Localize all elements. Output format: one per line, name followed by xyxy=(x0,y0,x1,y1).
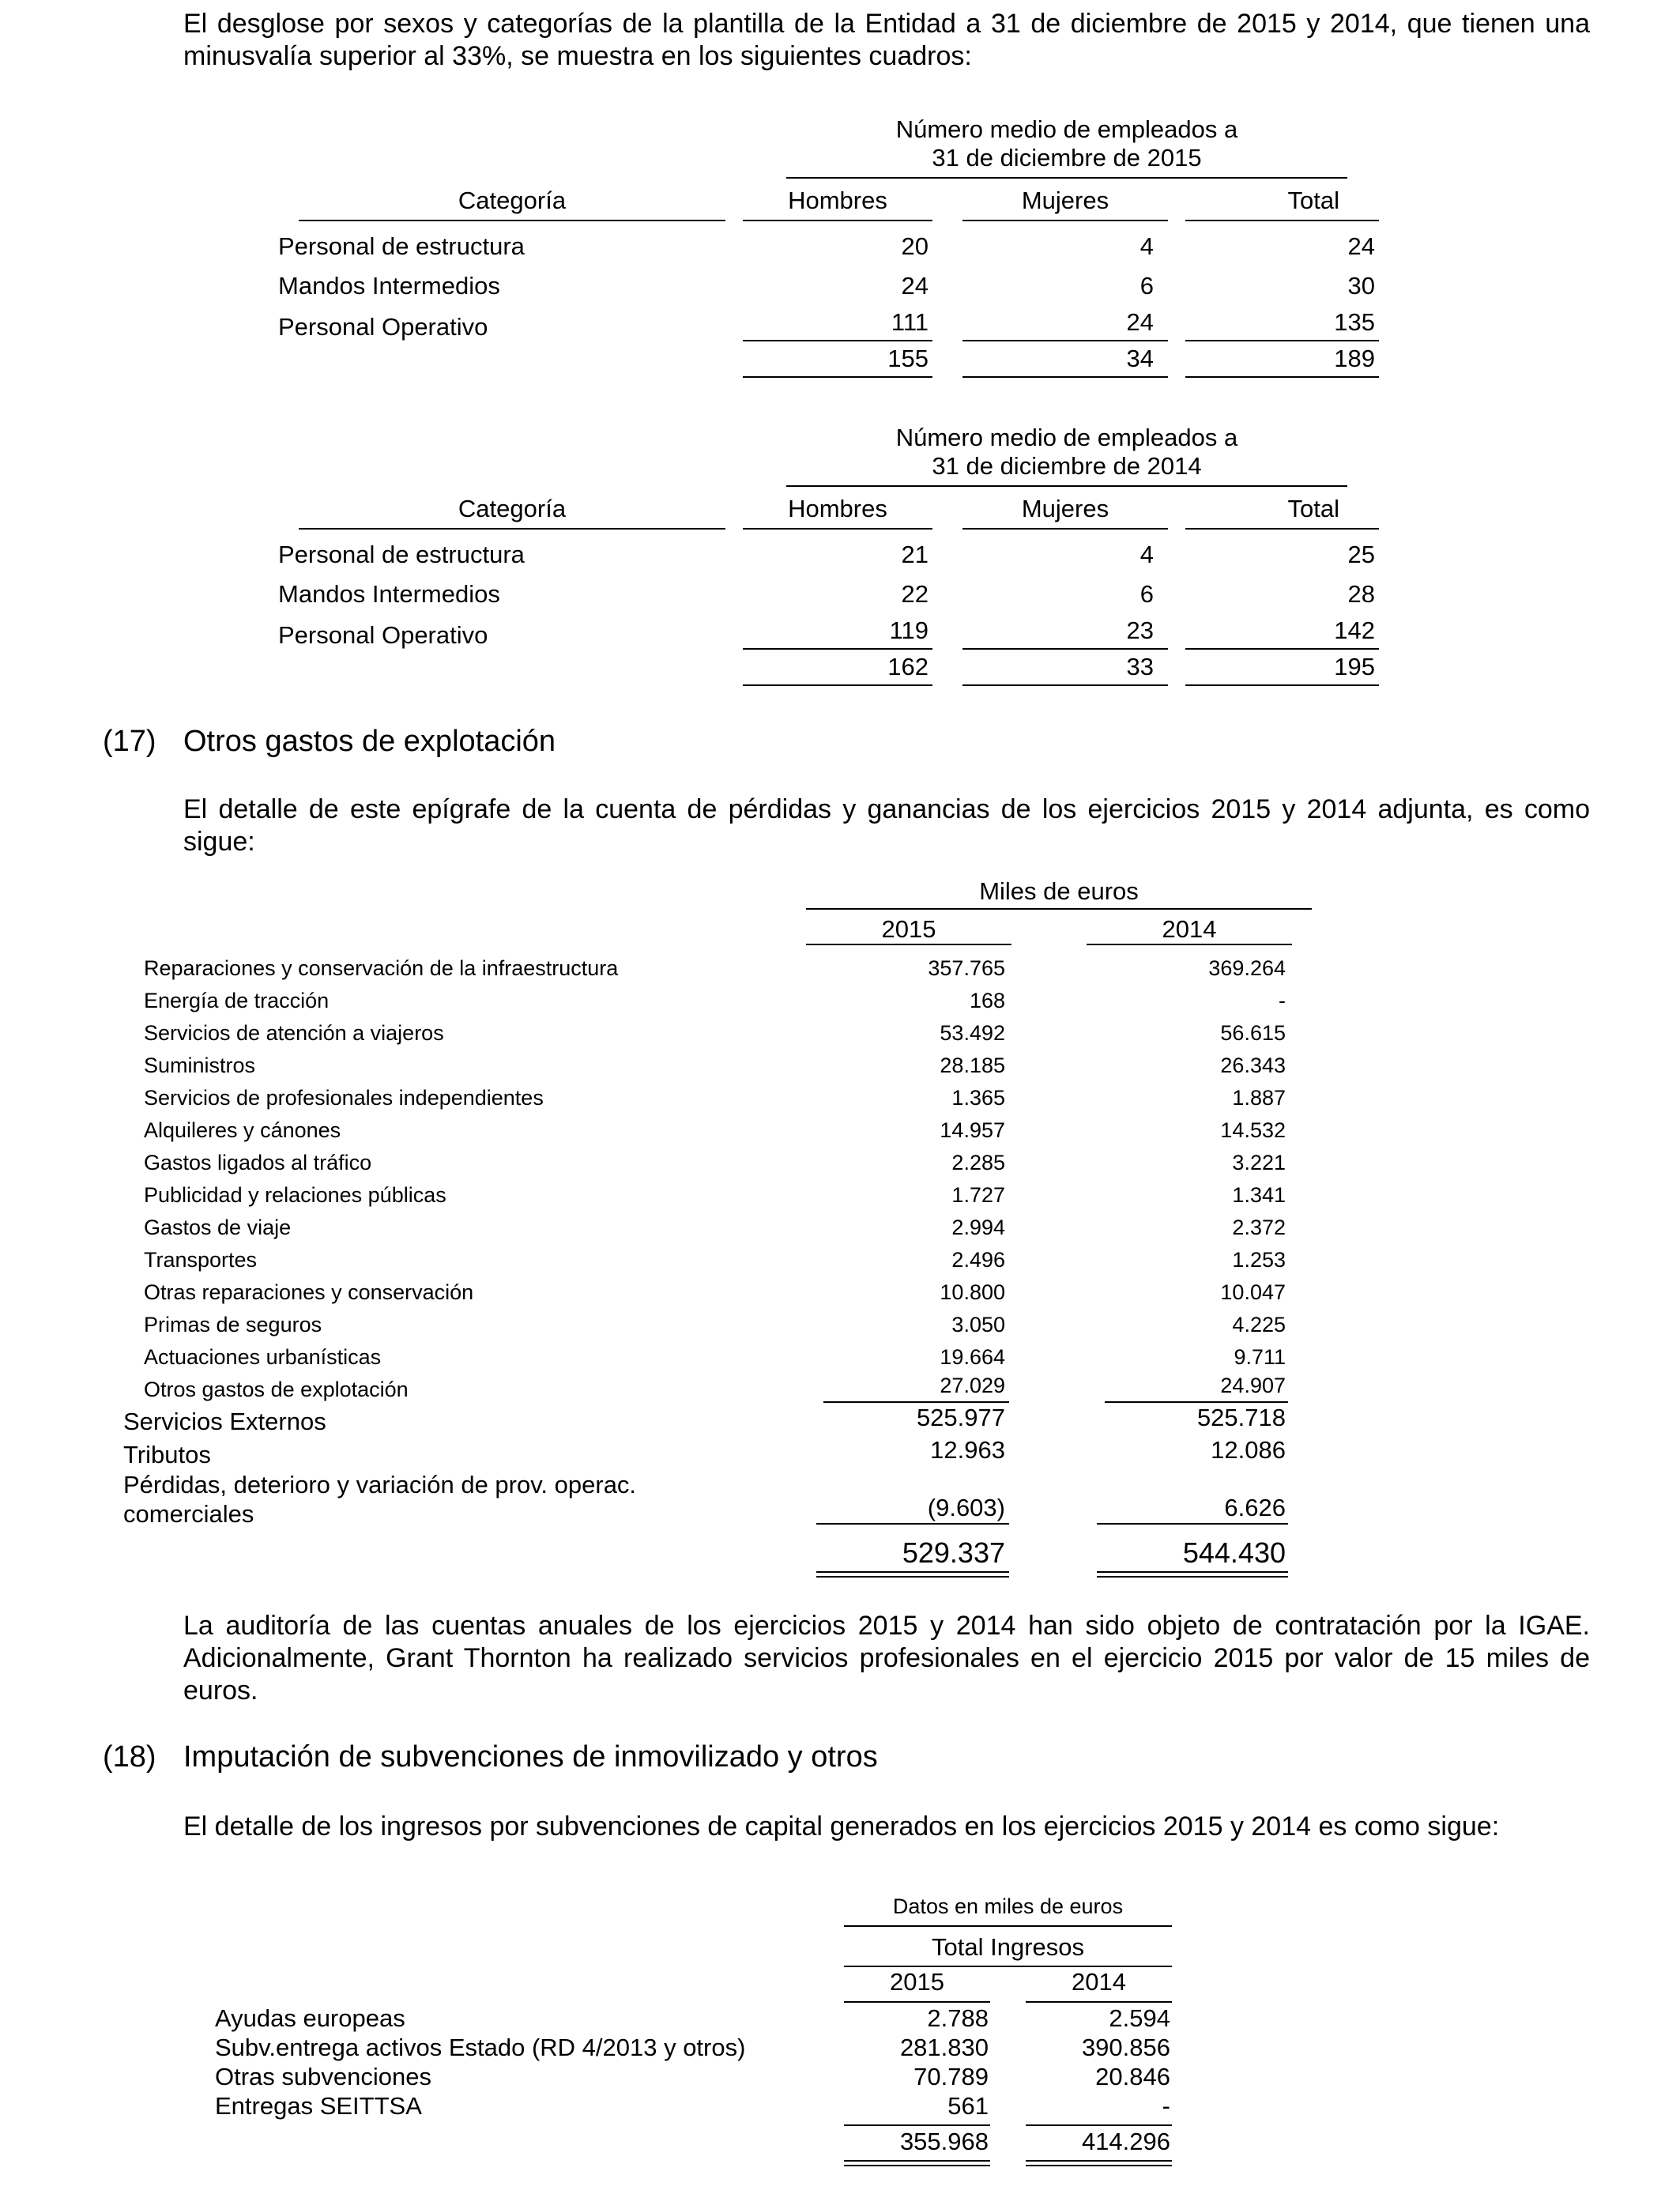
subv-value-2015: 561 xyxy=(947,2092,989,2120)
subv-value-2014: - xyxy=(1162,2092,1170,2120)
year-header-2014: 2014 xyxy=(1072,1968,1126,1996)
gasto-row-label: Alquileres y cánones xyxy=(144,1118,341,1142)
cell-total: 135 xyxy=(1334,308,1375,336)
gasto-row-label: Suministros xyxy=(144,1054,256,1077)
cell-mujeres: 4 xyxy=(1139,232,1154,260)
cell-total: 24 xyxy=(1347,232,1375,260)
subv-value-2014: 390.856 xyxy=(1081,2034,1170,2061)
gasto-value-2014: 4.225 xyxy=(1232,1313,1286,1336)
row-label: Personal de estructura xyxy=(278,541,525,568)
gasto-value-2015: 168 xyxy=(969,989,1005,1012)
tributos-label: Tributos xyxy=(123,1441,211,1468)
perdidas-2015: (9.603) xyxy=(927,1494,1005,1521)
gasto-value-2014: 24.907 xyxy=(1220,1374,1286,1397)
total-total: 189 xyxy=(1334,345,1375,372)
gasto-value-2015: 27.029 xyxy=(940,1374,1005,1397)
gasto-value-2015: 357.765 xyxy=(928,956,1005,980)
gasto-row-label: Otras reparaciones y conservación xyxy=(144,1280,474,1304)
total-mujeres: 34 xyxy=(1126,345,1154,372)
gasto-row-label: Reparaciones y conservación de la infraestructura xyxy=(144,956,619,980)
section-17-title: Otros gastos de explotación xyxy=(183,725,556,758)
table-title-line2: 31 de diciembre de 2015 xyxy=(932,144,1202,172)
servicios-externos-2014: 525.718 xyxy=(1196,1404,1286,1431)
year-header-2015: 2015 xyxy=(881,915,936,943)
gasto-value-2015: 1.727 xyxy=(951,1183,1005,1207)
row-label: Mandos Intermedios xyxy=(278,272,500,300)
cell-hombres: 119 xyxy=(889,616,929,644)
total-hombres: 155 xyxy=(887,345,929,372)
total-mujeres: 33 xyxy=(1126,653,1154,680)
cell-mujeres: 23 xyxy=(1126,616,1154,644)
section-17-paragraph: El detalle de este epígrafe de la cuenta de pérdidas y ganancias de los ejercicios 2015 y 2014 adjunta, es como sigue: xyxy=(183,794,1590,857)
gasto-row-label: Publicidad y relaciones públicas xyxy=(144,1183,446,1207)
gasto-row-label: Transportes xyxy=(144,1248,258,1272)
col-header-hombres: Hombres xyxy=(788,187,887,214)
subv-row-label: Otras subvenciones xyxy=(215,2063,431,2090)
gasto-value-2014: 10.047 xyxy=(1220,1280,1286,1304)
gasto-value-2014: 1.253 xyxy=(1232,1248,1286,1272)
col-header-mujeres: Mujeres xyxy=(1021,495,1109,522)
col-header-categoria: Categoría xyxy=(458,187,567,214)
row-label: Personal Operativo xyxy=(278,621,488,649)
gastos-total-2014: 544.430 xyxy=(1182,1536,1286,1569)
cell-hombres: 24 xyxy=(901,272,929,300)
units-header: Miles de euros xyxy=(979,877,1139,905)
subv-value-2014: 2.594 xyxy=(1109,2004,1170,2032)
col-header-total: Total xyxy=(1287,495,1339,522)
total-total: 195 xyxy=(1334,653,1375,680)
subv-row-label: Subv.entrega activos Estado (RD 4/2013 y otros) xyxy=(215,2034,746,2061)
col-header-hombres: Hombres xyxy=(788,495,887,522)
units-header: Datos en miles de euros xyxy=(892,1894,1124,1918)
cell-hombres: 22 xyxy=(901,580,929,608)
cell-hombres: 111 xyxy=(891,308,929,336)
cell-mujeres: 6 xyxy=(1139,580,1154,608)
gasto-value-2014: 1.341 xyxy=(1232,1183,1286,1207)
gasto-value-2015: 14.957 xyxy=(940,1118,1005,1142)
gasto-row-label: Servicios de atención a viajeros xyxy=(144,1021,444,1045)
perdidas-label-line2: comerciales xyxy=(123,1500,254,1528)
cell-total: 30 xyxy=(1347,272,1375,300)
gasto-value-2015: 2.285 xyxy=(951,1151,1005,1174)
cell-mujeres: 24 xyxy=(1126,308,1154,336)
subv-value-2015: 70.789 xyxy=(913,2063,989,2090)
table-title-line1: Número medio de empleados a xyxy=(895,115,1238,143)
cell-mujeres: 6 xyxy=(1139,272,1154,300)
section-18-paragraph: El detalle de los ingresos por subvenciones de capital generados en los ejercicios 2015 y 2014 es como sigue: xyxy=(183,1811,1500,1842)
gasto-value-2014: 56.615 xyxy=(1220,1021,1286,1045)
gasto-row-label: Gastos de viaje xyxy=(144,1216,292,1239)
subv-row-label: Entregas SEITTSA xyxy=(215,2092,422,2120)
col-header-categoria: Categoría xyxy=(458,495,567,522)
subv-value-2015: 2.788 xyxy=(927,2004,989,2032)
subv-total-2014: 414.296 xyxy=(1081,2128,1170,2155)
servicios-externos-label: Servicios Externos xyxy=(123,1408,326,1435)
section-17-number: (17) xyxy=(103,725,156,758)
year-header-2014: 2014 xyxy=(1162,915,1217,943)
section-18-title: Imputación de subvenciones de inmovilizado y otros xyxy=(183,1740,878,1774)
table-title-line1: Número medio de empleados a xyxy=(895,424,1238,451)
year-header-2015: 2015 xyxy=(890,1968,944,1996)
col-header-mujeres: Mujeres xyxy=(1021,187,1109,214)
section-18-number: (18) xyxy=(103,1740,156,1774)
cell-total: 142 xyxy=(1334,616,1375,644)
gasto-row-label: Actuaciones urbanísticas xyxy=(144,1345,382,1369)
gasto-row-label: Primas de seguros xyxy=(144,1313,322,1336)
row-label: Personal Operativo xyxy=(278,313,488,341)
gasto-value-2015: 28.185 xyxy=(940,1054,1005,1077)
col-header-total: Total xyxy=(1287,187,1339,214)
subv-value-2014: 20.846 xyxy=(1095,2063,1170,2090)
subv-total-2015: 355.968 xyxy=(899,2128,989,2155)
row-label: Personal de estructura xyxy=(278,232,525,260)
gasto-value-2014: 14.532 xyxy=(1220,1118,1286,1142)
tributos-2014: 12.086 xyxy=(1211,1436,1286,1464)
subv-value-2015: 281.830 xyxy=(899,2034,989,2061)
tributos-2015: 12.963 xyxy=(930,1436,1005,1464)
cell-hombres: 21 xyxy=(901,541,929,568)
gasto-value-2015: 53.492 xyxy=(940,1021,1005,1045)
gastos-total-2015: 529.337 xyxy=(902,1536,1005,1569)
gasto-value-2015: 2.994 xyxy=(951,1216,1005,1239)
subv-row-label: Ayudas europeas xyxy=(215,2004,405,2032)
gasto-value-2014: 3.221 xyxy=(1232,1151,1286,1174)
gasto-value-2014: 2.372 xyxy=(1232,1216,1286,1239)
gasto-value-2015: 1.365 xyxy=(951,1086,1005,1110)
audit-paragraph: La auditoría de las cuentas anuales de los ejercicios 2015 y 2014 han sido objeto de contratación por la IGAE. Adicionalmente, Grant Thornton ha realizado servicios profesionales en el ejercicio 2015 por valor de 15 miles de euros. xyxy=(183,1611,1590,1706)
gasto-value-2014: 1.887 xyxy=(1232,1086,1286,1110)
gasto-row-label: Energía de tracción xyxy=(144,989,330,1012)
cell-hombres: 20 xyxy=(901,232,929,260)
perdidas-label-line1: Pérdidas, deterioro y variación de prov. operac. xyxy=(123,1471,637,1498)
intro-paragraph: El desglose por sexos y categorías de la plantilla de la Entidad a 31 de diciembre de 2015 y 2014, que tienen una minusvalía superior al 33%, se muestra en los siguientes cuadros: xyxy=(183,9,1590,71)
gasto-value-2015: 3.050 xyxy=(951,1313,1005,1336)
gasto-row-label: Servicios de profesionales independientes xyxy=(144,1086,544,1110)
table-title-line2: 31 de diciembre de 2014 xyxy=(932,452,1202,480)
cell-total: 28 xyxy=(1347,580,1375,608)
total-hombres: 162 xyxy=(887,653,929,680)
gasto-value-2015: 10.800 xyxy=(940,1280,1005,1304)
gasto-value-2015: 2.496 xyxy=(951,1248,1005,1272)
servicios-externos-2015: 525.977 xyxy=(916,1404,1005,1431)
gasto-row-label: Otros gastos de explotación xyxy=(144,1378,409,1401)
cell-total: 25 xyxy=(1347,541,1375,568)
group-header: Total Ingresos xyxy=(932,1933,1084,1961)
cell-mujeres: 4 xyxy=(1139,541,1154,568)
gasto-value-2014: 26.343 xyxy=(1220,1054,1286,1077)
gasto-value-2014: 369.264 xyxy=(1208,956,1286,980)
gasto-row-label: Gastos ligados al tráfico xyxy=(144,1151,372,1174)
gasto-value-2014: - xyxy=(1279,989,1286,1012)
row-label: Mandos Intermedios xyxy=(278,580,500,608)
gasto-value-2015: 19.664 xyxy=(940,1345,1005,1369)
gasto-value-2014: 9.711 xyxy=(1234,1345,1286,1369)
perdidas-2014: 6.626 xyxy=(1224,1494,1286,1521)
